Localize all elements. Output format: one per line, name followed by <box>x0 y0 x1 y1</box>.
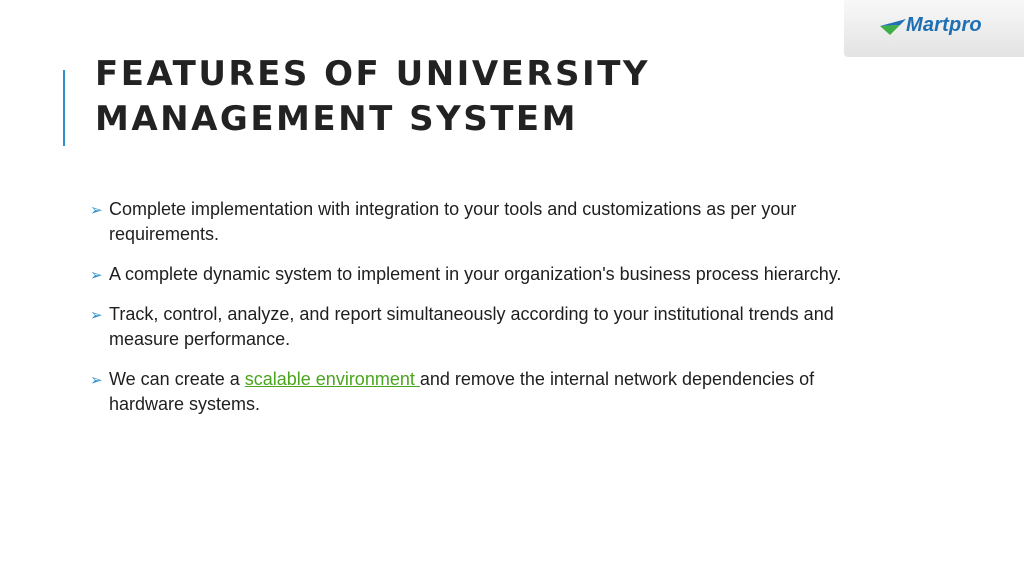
feature-item <box>90 262 890 287</box>
feature-text-before: We can create a <box>109 369 245 389</box>
feature-text-after: and remove the internal network dependencies of hardware systems. <box>109 369 815 414</box>
title-accent-bar <box>63 70 65 146</box>
feature-item <box>90 197 890 247</box>
arrow-bullet-icon: ➢ <box>90 267 103 284</box>
company-logo <box>844 0 1024 57</box>
feature-item <box>90 367 890 417</box>
scalable-environment-link[interactable]: scalable environment <box>244 369 420 389</box>
feature-text <box>98 367 890 417</box>
page-title: FEATURES OF UNIVERSITY MANAGEMENT SYSTEM <box>95 54 651 139</box>
feature-text: Complete implementation with integration to your tools and customizations as per your requirements. <box>109 199 797 244</box>
logo-wordmark: Martpro <box>906 14 982 36</box>
feature-text: A complete dynamic system to implement in your organization's business process hierarchy. <box>109 264 842 284</box>
feature-item <box>90 302 890 352</box>
feature-list <box>90 197 890 432</box>
arrow-bullet-icon: ➢ <box>90 372 103 389</box>
martpro-arrow-icon <box>878 16 908 38</box>
feature-text: Track, control, analyze, and report simultaneously according to your institutional trends and measure performance. <box>109 304 834 349</box>
arrow-bullet-icon: ➢ <box>90 202 103 219</box>
arrow-bullet-icon: ➢ <box>90 307 103 324</box>
